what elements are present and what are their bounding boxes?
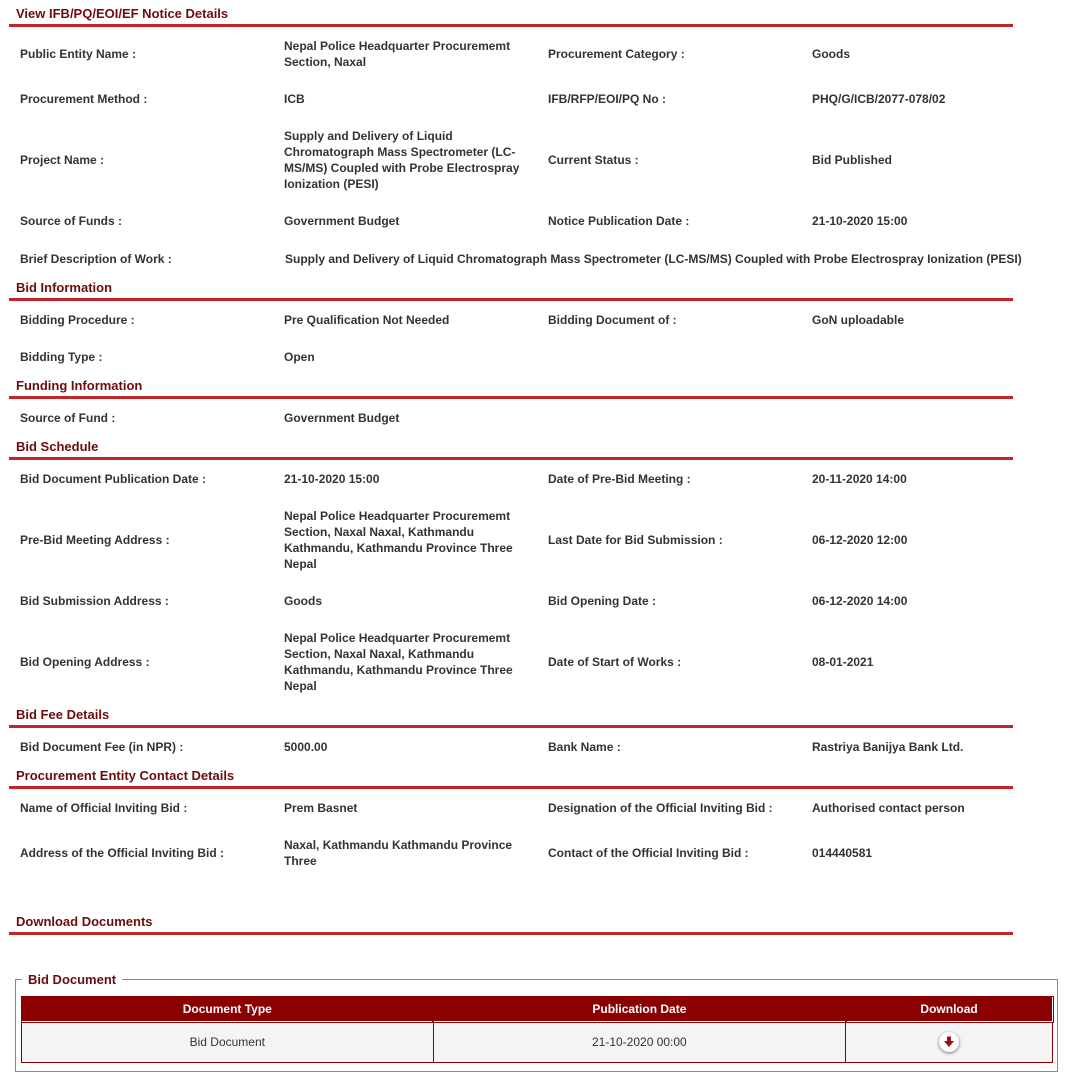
download-arrow-icon — [943, 1036, 955, 1048]
brief-description-value: Supply and Delivery of Liquid Chromatograph Mass Spectrometer (LC-MS/MS) Coupled with Probe Electrospray Ionization (PESI) — [285, 252, 1022, 266]
section-divider — [9, 24, 1013, 27]
procurement-category-label: Procurement Category : — [548, 47, 685, 61]
bidding-document-of-label: Bidding Document of : — [548, 313, 677, 327]
designation-label: Designation of the Official Inviting Bid : — [548, 801, 773, 815]
official-address-value: Naxal, Kathmandu Kathmandu Province Three — [284, 838, 513, 868]
opening-address-value: Nepal Police Headquarter Procurememt Section, Naxal Naxal, Kathmandu Kathmandu, Kathmandu Province Three Nepal — [284, 631, 513, 693]
brief-description-label: Brief Description of Work : — [20, 252, 172, 266]
bidding-document-of-value: GoN uploadable — [812, 313, 905, 327]
bid-document-legend: Bid Document — [28, 972, 117, 987]
bid-fee-heading: Bid Fee Details — [16, 707, 110, 722]
public-entity-name-label: Public Entity Name : — [20, 47, 137, 61]
source-of-fund-value: Government Budget — [284, 411, 400, 425]
start-of-works-value: 08-01-2021 — [812, 655, 874, 669]
column-header-document-type: Document Type — [22, 997, 434, 1022]
bank-name-label: Bank Name : — [548, 740, 621, 754]
designation-value: Authorised contact person — [812, 801, 965, 815]
notice-publication-date-value: 21-10-2020 15:00 — [812, 214, 908, 228]
official-address-label: Address of the Official Inviting Bid : — [20, 846, 225, 860]
bidding-type-value: Open — [284, 350, 315, 364]
opening-date-label: Bid Opening Date : — [548, 594, 656, 608]
bid-schedule-heading: Bid Schedule — [16, 439, 99, 454]
bid-information-heading: Bid Information — [16, 280, 113, 295]
column-header-publication-date: Publication Date — [433, 997, 846, 1022]
last-submission-date-label: Last Date for Bid Submission : — [548, 533, 723, 547]
funding-information-heading: Funding Information — [16, 378, 143, 393]
document-fee-value: 5000.00 — [284, 740, 328, 754]
procurement-method-value: ICB — [284, 92, 305, 106]
project-name-value: Supply and Delivery of Liquid Chromatograph Mass Spectrometer (LC-MS/MS) Coupled with Probe Electrospray Ionization (PESI) — [284, 129, 520, 191]
bidding-type-label: Bidding Type : — [20, 350, 103, 364]
bidding-procedure-label: Bidding Procedure : — [20, 313, 135, 327]
documents-table — [21, 996, 1053, 1063]
table-row — [22, 1022, 1053, 1063]
notice-publication-date-label: Notice Publication Date : — [548, 214, 690, 228]
source-of-funds-label: Source of Funds : — [20, 214, 122, 228]
bidding-procedure-value: Pre Qualification Not Needed — [284, 313, 450, 327]
current-status-label: Current Status : — [548, 153, 639, 167]
section-divider — [9, 725, 1013, 728]
opening-address-label: Bid Opening Address : — [20, 655, 150, 669]
project-name-label: Project Name : — [20, 153, 105, 167]
download-cell — [846, 1022, 1053, 1063]
pre-bid-meeting-address-value: Nepal Police Headquarter Procurememt Section, Naxal Naxal, Kathmandu Kathmandu, Kathmandu Province Three Nepal — [284, 509, 513, 571]
official-contact-value: 014440581 — [812, 846, 873, 860]
start-of-works-label: Date of Start of Works : — [548, 655, 682, 669]
source-of-funds-value: Government Budget — [284, 214, 400, 228]
contact-details-heading: Procurement Entity Contact Details — [16, 768, 235, 783]
public-entity-name-value: Nepal Police Headquarter Procurememt Section, Naxal — [284, 39, 511, 69]
document-type-cell: Bid Document — [22, 1022, 434, 1063]
document-fee-label: Bid Document Fee (in NPR) : — [20, 740, 184, 754]
download-documents-heading: Download Documents — [16, 914, 153, 929]
section-divider — [9, 786, 1013, 789]
ifb-number-value: PHQ/G/ICB/2077-078/02 — [812, 92, 946, 106]
section-divider — [9, 396, 1013, 399]
section-divider — [9, 457, 1013, 460]
last-submission-date-value: 06-12-2020 12:00 — [812, 533, 908, 547]
source-of-fund-label: Source of Fund : — [20, 411, 116, 425]
column-header-download: Download — [846, 997, 1053, 1022]
doc-publication-date-label: Bid Document Publication Date : — [20, 472, 207, 486]
section-divider — [9, 298, 1013, 301]
doc-publication-date-value: 21-10-2020 15:00 — [284, 472, 380, 486]
table-header-row — [22, 997, 1053, 1022]
official-contact-label: Contact of the Official Inviting Bid : — [548, 846, 749, 860]
submission-address-label: Bid Submission Address : — [20, 594, 169, 608]
current-status-value: Bid Published — [812, 153, 893, 167]
official-name-value: Prem Basnet — [284, 801, 358, 815]
notice-details-heading: View IFB/PQ/EOI/EF Notice Details — [16, 6, 229, 21]
pre-bid-meeting-date-value: 20-11-2020 14:00 — [812, 472, 907, 486]
section-divider — [9, 932, 1013, 935]
procurement-method-label: Procurement Method : — [20, 92, 148, 106]
submission-address-value: Goods — [284, 594, 322, 608]
pre-bid-meeting-date-label: Date of Pre-Bid Meeting : — [548, 472, 691, 486]
publication-date-cell: 21-10-2020 00:00 — [433, 1022, 846, 1063]
procurement-category-value: Goods — [812, 47, 850, 61]
bank-name-value: Rastriya Banijya Bank Ltd. — [812, 740, 964, 754]
ifb-number-label: IFB/RFP/EOI/PQ No : — [548, 92, 667, 106]
download-button[interactable] — [939, 1032, 959, 1052]
official-name-label: Name of Official Inviting Bid : — [20, 801, 188, 815]
pre-bid-meeting-address-label: Pre-Bid Meeting Address : — [20, 533, 170, 547]
opening-date-value: 06-12-2020 14:00 — [812, 594, 908, 608]
